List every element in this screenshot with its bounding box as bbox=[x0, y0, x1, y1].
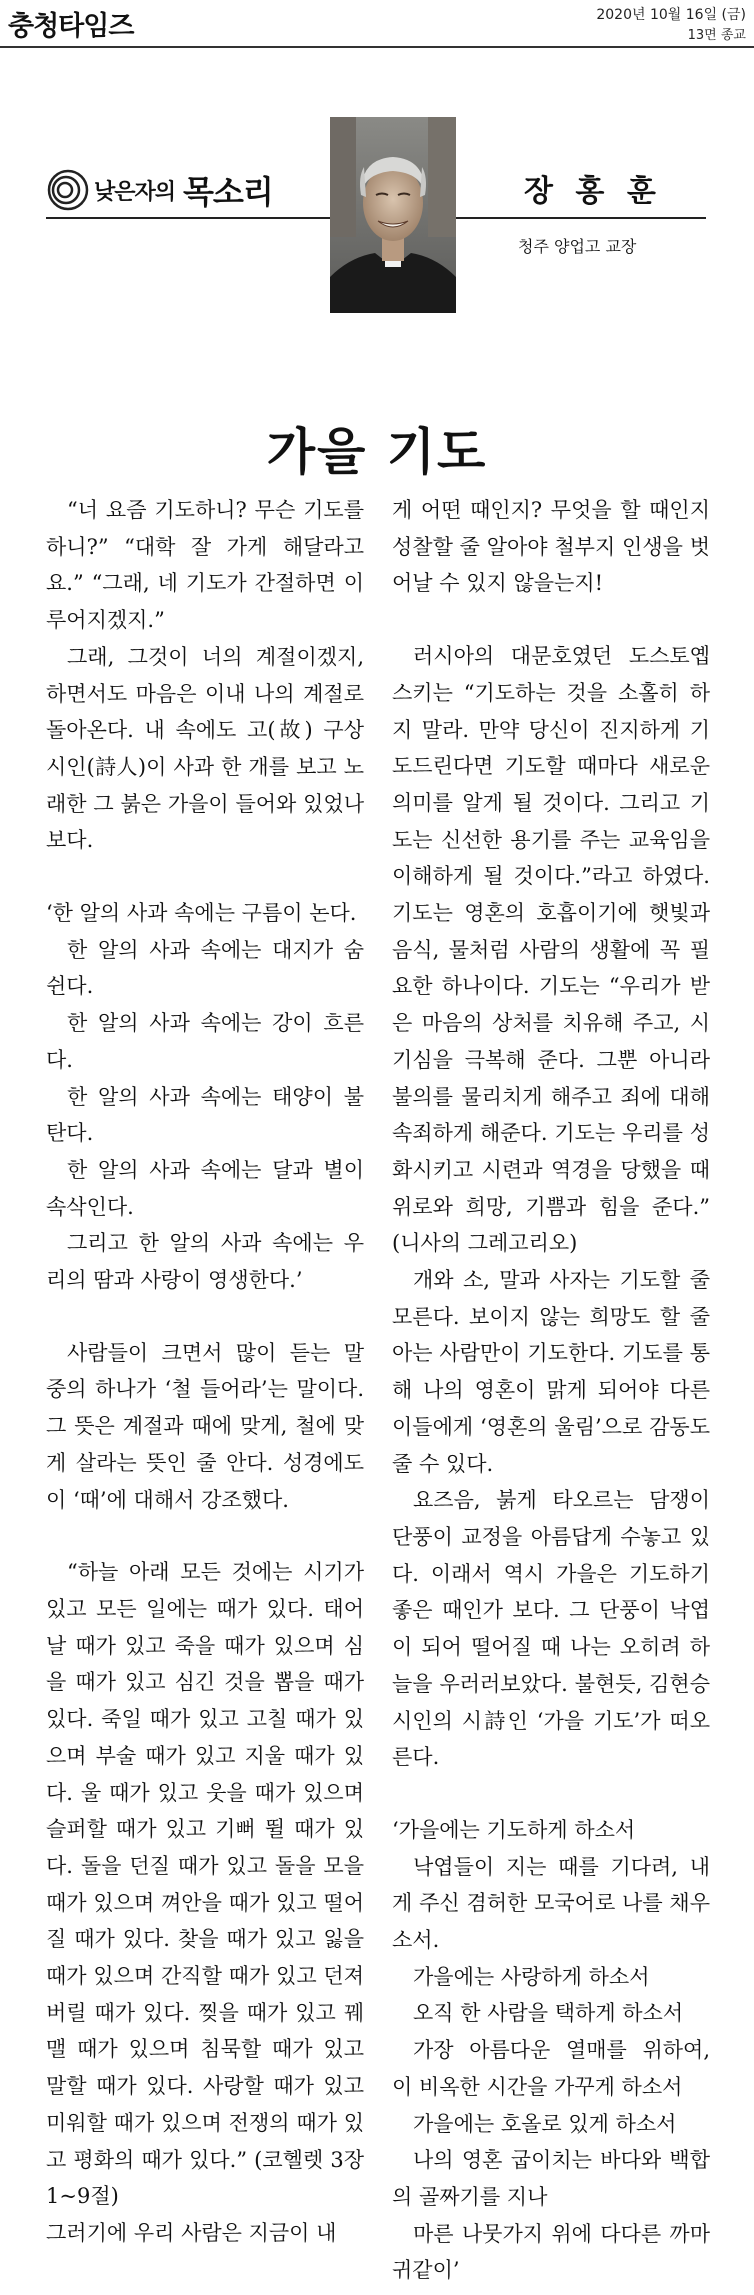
article-title: 가을 기도 bbox=[266, 422, 488, 481]
poem-line: 그리고 한 알의 사과 속에는 우리의 땀과 사랑이 영생한다.’ bbox=[46, 1231, 364, 1293]
author-portrait bbox=[330, 117, 456, 313]
poem-line: 마른 나뭇가지 위에 다다른 까마귀같이’ bbox=[392, 2221, 710, 2283]
article-left-column bbox=[46, 492, 364, 2252]
poem-line: 한 알의 사과 속에는 강이 흐른다. bbox=[46, 1011, 364, 1072]
paragraph: 그러기에 우리 사람은 지금이 내 bbox=[46, 2220, 337, 2245]
poem-line: 한 알의 사과 속에는 대지가 숨 쉰다. bbox=[46, 937, 364, 999]
column-logo-small: 낮은자의 bbox=[94, 179, 176, 205]
masthead-rule bbox=[0, 46, 754, 48]
poem-line: 나의 영혼 굽이치는 바다와 백합의 골짜기를 지나 bbox=[392, 2148, 710, 2209]
column-logo-big: 목소리 bbox=[183, 173, 273, 211]
issue-page: 13면 종교 bbox=[687, 28, 746, 43]
column-logo bbox=[46, 165, 273, 215]
poem-line: 가을에는 사랑하게 하소서 bbox=[413, 1964, 650, 1989]
author-title: 청주 양업고 교장 bbox=[518, 237, 637, 256]
paragraph: “너 요즘 기도하니? 무슨 기도를 하니?” “대학 잘 가게 해달라고요.” “그래, 네 기도가 간절하면 이루어지겠지.” bbox=[46, 498, 364, 633]
poem-line: 가을에는 호올로 있게 하소서 bbox=[413, 2111, 677, 2136]
spiral-circle-icon bbox=[46, 168, 90, 212]
poem-line: 오직 한 사람을 택하게 하소서 bbox=[413, 2001, 684, 2026]
author-name: 장 홍 훈 bbox=[524, 174, 662, 209]
poem-line: ‘가을에는 기도하게 하소서 bbox=[392, 1817, 636, 1842]
poem-line: 가장 아름다운 열매를 위하여, 이 비옥한 시간을 가꾸게 하소서 bbox=[392, 2038, 710, 2099]
paragraph: 요즈음, 붉게 타오르는 담쟁이 단풍이 교정을 아름답게 수놓고 있다. 이래서 역시 가을은 기도하기 좋은 때인가 보다. 그 단풍이 낙엽이 되어 떨어질 때 나는 오히려 하늘을 우러러보았다. 불현듯, 김현승 시인의 시詩인 ‘가을 기도’가 떠오른다. bbox=[392, 1488, 710, 1770]
paragraph: 그래, 그것이 너의 계절이겠지, 하면서도 마음은 이내 나의 계절로 돌아온다. 내 속에도 고(故) 구상 시인(詩人)이 사과 한 개를 보고 노래한 그 붉은 가을이 들어와 있었나 보다. bbox=[46, 644, 364, 853]
paragraph: 러시아의 대문호였던 도스토옙스키는 “기도하는 것을 소홀히 하지 말라. 만약 당신이 진지하게 기도드린다면 기도할 때마다 새로운 의미를 알게 될 것이다. 그리고 기도는 신선한 용기를 주는 교육임을 이해하게 될 것이다.”라고 하였다. 기도는 영혼의 호흡이기에 햇빛과 음식, 물처럼 사람의 생활에 꼭 필요한 하나이다. 기도는 “우리가 받은 마음의 상처를 치유해 주고, 시기심을 극복해 준다. 그뿐 아니라 불의를 물리치게 해주고 죄에 대해 속죄하게 해준다. 기도는 우리를 성화시키고 시련과 역경을 당했을 때 위로와 희망, 기쁨과 힘을 준다.” (니사의 그레고리오) bbox=[392, 644, 710, 1256]
poem-line: 한 알의 사과 속에는 달과 별이 속삭인다. bbox=[46, 1157, 364, 1219]
article-right-column bbox=[392, 492, 710, 2289]
paragraph: “하늘 아래 모든 것에는 시기가 있고 모든 일에는 때가 있다. 태어날 때가 있고 죽을 때가 있으며 심을 때가 있고 심긴 것을 뽑을 때가 있다. 죽일 때가 있고 고칠 때가 있으며 부술 때가 있고 지울 때가 있다. 울 때가 있고 웃을 때가 있으며 슬퍼할 때가 있고 기뻐 뛸 때가 있다. 돌을 던질 때가 있고 돌을 모을 때가 있으며 껴안을 때가 있고 떨어질 때가 있다. 찾을 때가 있고 잃을 때가 있으며 간직할 때가 있고 던져 버릴 때가 있다. 찢을 때가 있고 꿰맬 때가 있으며 침묵할 때가 있고 말할 때가 있다. 사랑할 때가 있고 미워할 때가 있으며 전쟁의 때가 있고 평화의 때가 있다.” (코헬렛 3장 1~9절) bbox=[46, 1560, 364, 2209]
poem-line: 한 알의 사과 속에는 태양이 불탄다. bbox=[46, 1084, 364, 1146]
issue-date: 2020년 10월 16일 (금) bbox=[596, 7, 746, 23]
paragraph: 게 어떤 때인지? 무엇을 할 때인지 성찰할 줄 알아야 철부지 인생을 벗어날 수 있지 않을는지! bbox=[392, 498, 710, 596]
poem-line: 낙엽들이 지는 때를 기다려, 내게 주신 겸허한 모국어로 나를 채우소서. bbox=[392, 1854, 710, 1953]
paragraph: 개와 소, 말과 사자는 기도할 줄 모른다. 보이지 않는 희망도 할 줄 아는 사람만이 기도한다. 기도를 통해 나의 영혼이 맑게 되어야 다른 이들에게 ‘영혼의 울림’으로 감동도 줄 수 있다. bbox=[392, 1268, 710, 1476]
poem-line: ‘한 알의 사과 속에는 구름이 논다. bbox=[46, 901, 357, 926]
masthead bbox=[0, 0, 754, 48]
newspaper-name: 충청타임즈 bbox=[8, 11, 134, 42]
paragraph: 사람들이 크면서 많이 듣는 말 중의 하나가 ‘철 들어라’는 말이다. 그 뜻은 계절과 때에 맞게, 철에 맞게 살라는 뜻인 줄 안다. 성경에도 이 ‘때’에 대해서 강조했다. bbox=[46, 1340, 364, 1512]
